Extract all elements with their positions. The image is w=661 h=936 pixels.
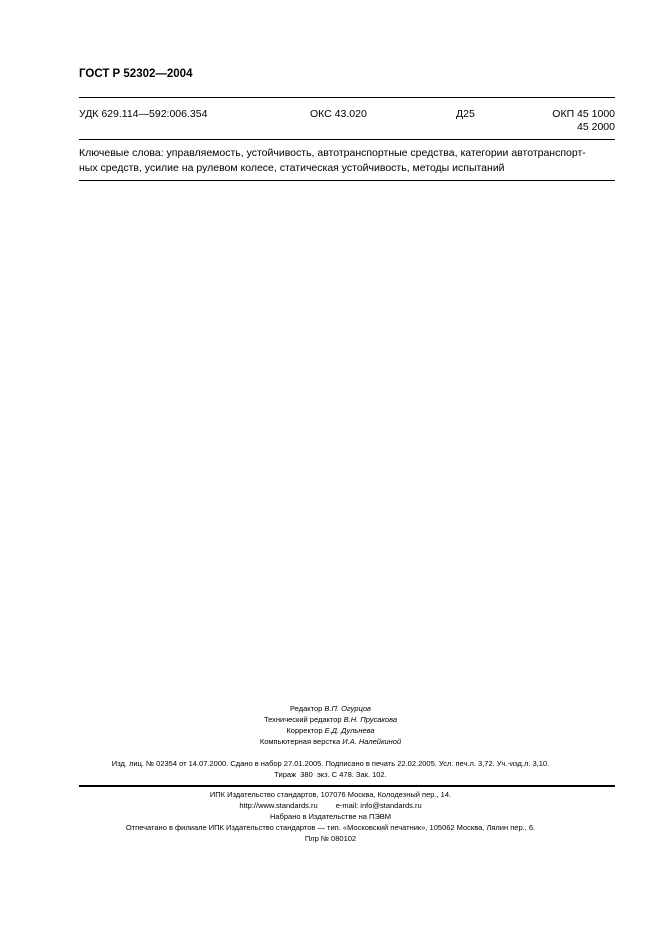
printed-note: Отпечатано в филиале ИПК Издательство стандартов — тип. «Московский печатник», 105062 Москва, Лялин пер., 6. (125, 823, 536, 832)
oks-code: ОКС 43.020 (310, 108, 367, 120)
okp-line-2: 45 2000 (577, 121, 615, 133)
tech-editor-role: Технический редактор (263, 715, 342, 724)
okp-line-1: ОКП 45 1000 (552, 108, 615, 120)
editor-role: Редактор (290, 704, 323, 713)
group-code: Д25 (456, 108, 475, 120)
standard-id: ГОСТ Р 52302—2004 (79, 68, 193, 80)
imprint-line-1: Изд. лиц. № 02354 от 14.07.2000. Сдано в набор 27.01.2005. Подписано в печать 22.02.2005. Усл. печ.л. 3,72. Уч.-изд.л. 3,10. (111, 759, 550, 768)
layout-credit (0, 736, 661, 747)
layout-role: Компьютерная верстка (259, 737, 341, 746)
typeset-note: Набрано в Издательстве на ПЭВМ (269, 812, 392, 821)
editor-credit (0, 703, 661, 714)
imprint-divider (79, 785, 615, 787)
publisher-block (0, 789, 661, 844)
publisher-website[interactable]: http://www.standards.ru (239, 801, 318, 810)
publisher-contacts (0, 800, 661, 811)
corrector-credit (0, 725, 661, 736)
plr-number: Плр № 080102 (304, 834, 357, 843)
imprint-line-2: Тираж 380 экз. С 478. Зак. 102. (274, 770, 387, 779)
keywords-line-1: Ключевые слова: управляемость, устойчивость, автотранспортные средства, категории автотранспорт- (79, 147, 586, 159)
keywords-line-2: ных средств, усилие на рулевом колесе, статическая устойчивость, методы испытаний (79, 162, 505, 174)
header-divider (79, 97, 615, 98)
publisher-email[interactable]: e-mail: info@standards.ru (335, 801, 422, 810)
okp-code (552, 108, 615, 134)
credits-block (0, 703, 661, 747)
corrector-name: Е.Д. Дульнева (324, 726, 375, 735)
corrector-role: Корректор (286, 726, 323, 735)
publisher-address: ИПК Издательство стандартов, 107076 Москва, Колодезный пер., 14. (209, 790, 452, 799)
keywords-divider (79, 180, 615, 181)
editor-name: В.П. Огурцов (324, 704, 371, 713)
keywords-block (79, 146, 615, 176)
classification-divider (79, 139, 615, 140)
tech-editor-credit (0, 714, 661, 725)
layout-name: И.А. Налейкиной (342, 737, 402, 746)
tech-editor-name: В.Н. Прусакова (343, 715, 398, 724)
udk-code: УДК 629.114—592:006.354 (79, 108, 208, 120)
imprint-block (0, 758, 661, 780)
